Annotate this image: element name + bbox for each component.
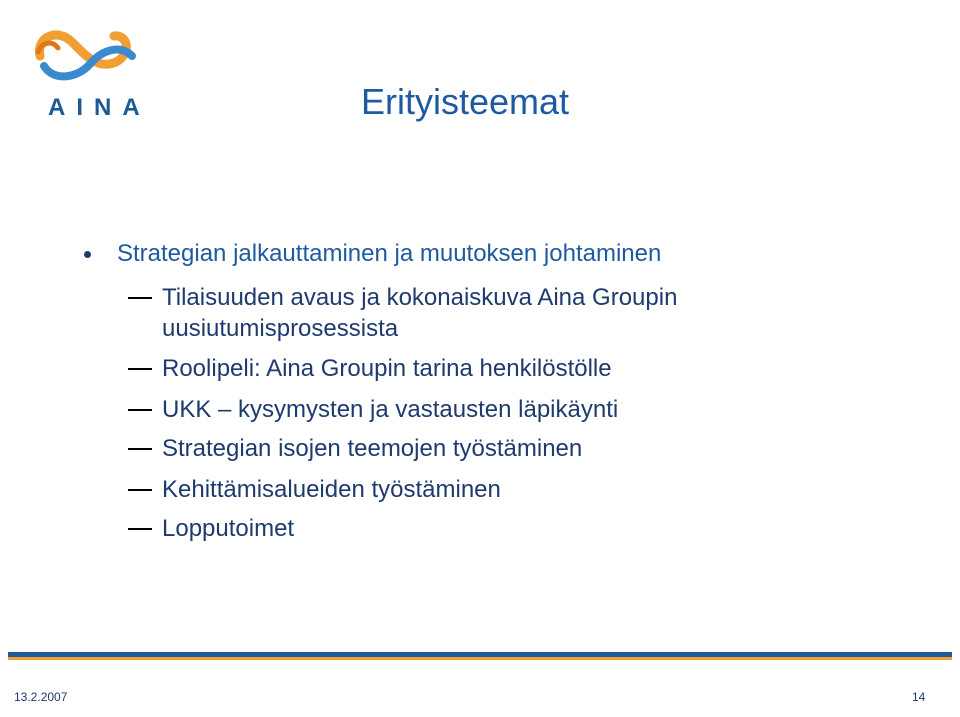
main-bullet-text: Strategian jalkauttaminen ja muutoksen johtaminen <box>117 240 662 267</box>
main-bullet <box>84 240 661 268</box>
dash-icon <box>128 448 152 450</box>
dash-icon <box>128 297 152 299</box>
logo-wordmark: AINA <box>48 94 151 121</box>
sub-item-text: UKK – kysymysten ja vastausten läpikäynti <box>162 396 619 423</box>
footer-divider-orange <box>8 657 952 660</box>
sub-item-2 <box>128 353 802 384</box>
dash-icon <box>128 409 152 411</box>
footer-date: 13.2.2007 <box>14 690 68 704</box>
page-number: 14 <box>912 690 926 704</box>
slide-title: Erityisteemat <box>361 81 570 122</box>
sub-item-4 <box>128 433 802 464</box>
sub-item-text: Strategian isojen teemojen työstäminen <box>162 435 583 462</box>
sub-item-text: Kehittämisalueiden työstäminen <box>162 476 501 503</box>
sub-item-text: Tilaisuuden avaus ja kokonaiskuva Aina Groupin uusiutumisprosessista <box>162 284 678 342</box>
aina-logo <box>28 26 151 126</box>
sub-item-text: Roolipeli: Aina Groupin tarina henkilöstölle <box>162 355 612 382</box>
sub-item-5 <box>128 474 802 505</box>
sub-item-6 <box>128 513 802 544</box>
sub-item-1 <box>128 282 802 344</box>
bullet-dot-icon <box>84 251 91 258</box>
dash-icon <box>128 528 152 530</box>
sub-item-3 <box>128 394 802 425</box>
dash-icon <box>128 368 152 370</box>
aina-logo-icon <box>28 26 148 96</box>
dash-icon <box>128 489 152 491</box>
sub-item-text: Lopputoimet <box>162 515 295 542</box>
